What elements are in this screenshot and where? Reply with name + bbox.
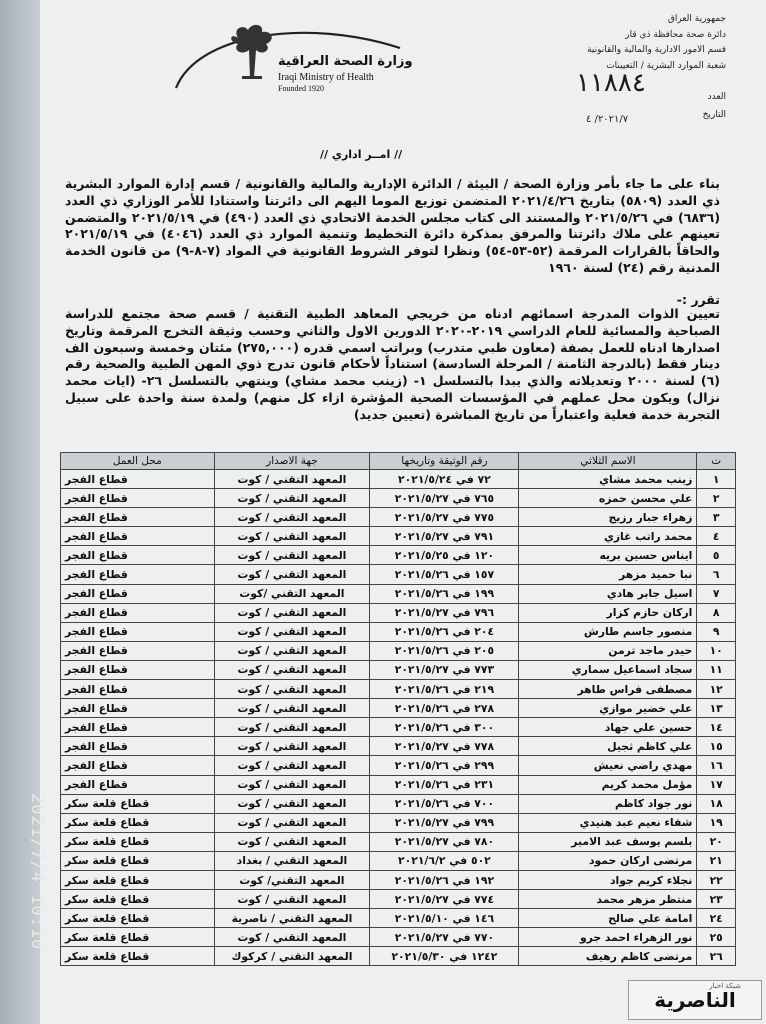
- table-row: [61, 851, 736, 870]
- cell-workplace: قطاع الفجر: [61, 699, 215, 718]
- watermark-small: شبكة اخبار: [709, 982, 741, 990]
- cell-issuer: المعهد التقني / كوت: [214, 890, 370, 909]
- photo-timestamp: [22, 795, 52, 995]
- cell-document: ٧٧٠ في ٢٠٢١/٥/٢٧: [370, 928, 519, 947]
- cell-name: مصطفى فراس طاهر: [519, 680, 697, 699]
- cell-seq: ٢٠: [697, 832, 736, 851]
- cell-name: نبا حميد مزهر: [519, 565, 697, 584]
- table-row: [61, 870, 736, 889]
- cell-name: علي كاظم ثجيل: [519, 737, 697, 756]
- cell-name: مهدي راضي نعيش: [519, 756, 697, 775]
- cell-seq: ١٩: [697, 813, 736, 832]
- table-row: [61, 565, 736, 584]
- cell-document: ١٢٤٢ في ٢٠٢١/٥/٣٠: [370, 947, 519, 966]
- cell-document: ٧٦٥ في ٢٠٢١/٥/٢٧: [370, 489, 519, 508]
- cell-issuer: المعهد التقني / كوت: [214, 794, 370, 813]
- document-date: ٢٠٢١/٧/ ٤: [586, 114, 629, 125]
- letterhead-line: قسم الامور الادارية والمالية والقانونية: [587, 45, 726, 55]
- cell-issuer: المعهد التقني / كوت: [214, 737, 370, 756]
- cell-issuer: المعهد التقني / كوت: [214, 489, 370, 508]
- cell-workplace: قطاع الفجر: [61, 584, 215, 603]
- cell-document: ١٩٢ في ٢٠٢١/٥/٢٦: [370, 870, 519, 889]
- paragraph-decision: تعيين الذوات المدرجة اسمائهم ادناه من خريجي المعاهد الطبية التقنية / قسم صحة مجتمع للدراسة الصباحية والمسائية للعام الدراسي ٢٠١٩-٢٠٢٠ الدورين الاول والثاني وحسب وثيقة التخرج المرقمة وتاريخ اصدارها ادناه للعمل بصفة (معاون طبي متدرب) وبراتب اسمي قدره (٢٧٥,٠٠٠) مئتان وخمسة وسبعون الف دينار فقط (بالدرجة الثامنة / المرحلة السادسة) استناداً لأحكام قانون تدرج ذوي المهن الطبية والصحية رقم (٦) لسنة ٢٠٠٠ وتعديلاته والذي يبدا بالتسلسل ١- (زينب محمد مشاي) وينتهي بالتسلسل ٢٦- (ايات محمد نزال) ويكون محل عملهم في المؤسسات الصحية المؤشرة ازاء كل منهم) ولمدة سنة واحدة على سبيل التجربة خدمة فعلية واعتباراً من تاريخ المباشرة (تعيين جديد): [65, 306, 720, 422]
- ministry-logo: [168, 18, 413, 110]
- table-row: [61, 584, 736, 603]
- table-row: [61, 756, 736, 775]
- table-row: [61, 947, 736, 966]
- cell-seq: ١: [697, 470, 736, 489]
- cell-document: ٧٧٥ في ٢٠٢١/٥/٢٧: [370, 508, 519, 527]
- table-row: [61, 794, 736, 813]
- cell-workplace: قطاع الفجر: [61, 737, 215, 756]
- table-row: [61, 508, 736, 527]
- cell-seq: ١٦: [697, 756, 736, 775]
- cell-workplace: قطاع الفجر: [61, 508, 215, 527]
- cell-seq: ١٤: [697, 718, 736, 737]
- watermark-text: الناصرية: [654, 988, 736, 1012]
- cell-name: علي خضير موازي: [519, 699, 697, 718]
- cell-document: ٥٠٢ في ٢٠٢١/٦/٢: [370, 851, 519, 870]
- cell-document: ٧٩٩ في ٢٠٢١/٥/٢٧: [370, 813, 519, 832]
- cell-document: ٧٧٣ في ٢٠٢١/٥/٢٧: [370, 660, 519, 679]
- cell-issuer: المعهد التقني / كوت: [214, 508, 370, 527]
- cell-workplace: قطاع قلعة سكر: [61, 947, 215, 966]
- table-row: [61, 622, 736, 641]
- cell-document: ٢٣١ في ٢٠٢١/٥/٢٦: [370, 775, 519, 794]
- cell-document: ٧٢ في ٢٠٢١/٥/٢٤: [370, 470, 519, 489]
- table-header-row: [61, 453, 736, 470]
- header-document: رقم الوثيقة وتاريخها: [370, 453, 519, 470]
- cell-workplace: قطاع الفجر: [61, 527, 215, 546]
- table-row: [61, 660, 736, 679]
- cell-name: منتظر مزهر محمد: [519, 890, 697, 909]
- cell-seq: ٧: [697, 584, 736, 603]
- cell-issuer: المعهد التقني / بغداد: [214, 851, 370, 870]
- cell-name: زينب محمد مشاي: [519, 470, 697, 489]
- letterhead: [576, 12, 726, 124]
- cell-name: منصور جاسم طارش: [519, 622, 697, 641]
- cell-name: بلسم يوسف عبد الامير: [519, 832, 697, 851]
- cell-workplace: قطاع الفجر: [61, 756, 215, 775]
- cell-name: حسين علي جهاد: [519, 718, 697, 737]
- table-row: [61, 909, 736, 928]
- cell-seq: ١٥: [697, 737, 736, 756]
- cell-name: امامة علي صالح: [519, 909, 697, 928]
- cell-document: ١٢٠ في ٢٠٢١/٥/٢٥: [370, 546, 519, 565]
- cell-issuer: المعهد التقني / كوت: [214, 641, 370, 660]
- cell-workplace: قطاع الفجر: [61, 546, 215, 565]
- cell-workplace: قطاع الفجر: [61, 565, 215, 584]
- cell-seq: ٢: [697, 489, 736, 508]
- cell-workplace: قطاع الفجر: [61, 718, 215, 737]
- cell-seq: ٥: [697, 546, 736, 565]
- cell-issuer: المعهد التقني / كوت: [214, 622, 370, 641]
- cell-workplace: قطاع الفجر: [61, 641, 215, 660]
- cell-document: ٧٠٠ في ٢٠٢١/٥/٢٦: [370, 794, 519, 813]
- cell-issuer: المعهد التقني / كوت: [214, 928, 370, 947]
- cell-seq: ٢١: [697, 851, 736, 870]
- table-row: [61, 928, 736, 947]
- cell-name: شفاء نعيم عبد هنيدي: [519, 813, 697, 832]
- cell-workplace: قطاع قلعة سكر: [61, 813, 215, 832]
- ministry-name-en: Iraqi Ministry of Health: [278, 72, 374, 83]
- ministry-name-ar: وزارة الصحة العراقية: [278, 54, 413, 69]
- cell-name: نجلاء كريم جواد: [519, 870, 697, 889]
- cell-name: نور جواد كاظم: [519, 794, 697, 813]
- cell-workplace: قطاع الفجر: [61, 489, 215, 508]
- cell-issuer: المعهد التقني/ كوت: [214, 870, 370, 889]
- cell-issuer: المعهد التقني / كوت: [214, 832, 370, 851]
- cell-seq: ٩: [697, 622, 736, 641]
- cell-workplace: قطاع الفجر: [61, 775, 215, 794]
- table-row: [61, 890, 736, 909]
- table-row: [61, 832, 736, 851]
- order-title: // امــر اداري //: [320, 148, 403, 161]
- table-row: [61, 489, 736, 508]
- cell-seq: ٢٤: [697, 909, 736, 928]
- cell-document: ٢١٩ في ٢٠٢١/٥/٢٦: [370, 680, 519, 699]
- cell-workplace: قطاع قلعة سكر: [61, 928, 215, 947]
- cell-seq: ١١: [697, 660, 736, 679]
- cell-workplace: قطاع قلعة سكر: [61, 794, 215, 813]
- cell-workplace: قطاع الفجر: [61, 660, 215, 679]
- cell-name: علي محسن حمزه: [519, 489, 697, 508]
- table-row: [61, 813, 736, 832]
- header-issuer: جهة الاصدار: [214, 453, 370, 470]
- cell-issuer: المعهد التقني / كوت: [214, 699, 370, 718]
- cell-seq: ٢٥: [697, 928, 736, 947]
- cell-seq: ١٣: [697, 699, 736, 718]
- photo-timestamp-text: 2021/7/4 10:10: [27, 793, 47, 951]
- cell-name: محمد راتب غازي: [519, 527, 697, 546]
- cell-issuer: المعهد التقني / كوت: [214, 718, 370, 737]
- cell-name: اسيل جابر هادي: [519, 584, 697, 603]
- cell-issuer: المعهد التقني /كوت: [214, 584, 370, 603]
- cell-document: ٧٧٤ في ٢٠٢١/٥/٢٧: [370, 890, 519, 909]
- number-row: [576, 68, 726, 108]
- news-watermark: [628, 980, 762, 1020]
- decision-label: تقرر :-: [676, 292, 720, 307]
- cell-document: ٧٩٦ في ٢٠٢١/٥/٢٧: [370, 603, 519, 622]
- cell-issuer: المعهد التقني / كركوك: [214, 947, 370, 966]
- cell-workplace: قطاع الفجر: [61, 470, 215, 489]
- table-row: [61, 775, 736, 794]
- cell-issuer: المعهد التقني / كوت: [214, 775, 370, 794]
- cell-issuer: المعهد التقني / كوت: [214, 470, 370, 489]
- cell-issuer: المعهد التقني / كوت: [214, 680, 370, 699]
- cell-workplace: قطاع الفجر: [61, 622, 215, 641]
- cell-seq: ٦: [697, 565, 736, 584]
- table-row: [61, 527, 736, 546]
- cell-workplace: قطاع قلعة سكر: [61, 870, 215, 889]
- letterhead-line: جمهورية العراق: [667, 14, 726, 24]
- table-row: [61, 718, 736, 737]
- cell-name: مرتضى اركان حمود: [519, 851, 697, 870]
- table-row: [61, 470, 736, 489]
- cell-name: اركان حازم كزار: [519, 603, 697, 622]
- cell-seq: ١٢: [697, 680, 736, 699]
- cell-name: زهراء جبار رزيج: [519, 508, 697, 527]
- cell-document: ٧٩١ في ٢٠٢١/٥/٢٧: [370, 527, 519, 546]
- header-seq: ت: [697, 453, 736, 470]
- table-row: [61, 641, 736, 660]
- cell-seq: ٣: [697, 508, 736, 527]
- cell-document: ١٥٧ في ٢٠٢١/٥/٢٦: [370, 565, 519, 584]
- cell-workplace: قطاع الفجر: [61, 680, 215, 699]
- cell-workplace: قطاع قلعة سكر: [61, 890, 215, 909]
- date-label: التاريخ: [702, 110, 726, 120]
- appointees-table: [60, 452, 736, 966]
- cell-seq: ٤: [697, 527, 736, 546]
- number-label: العدد: [707, 92, 726, 102]
- table-row: [61, 680, 736, 699]
- cell-issuer: المعهد التقني / كوت: [214, 603, 370, 622]
- table-row: [61, 699, 736, 718]
- cell-name: سجاد اسماعيل سماري: [519, 660, 697, 679]
- header-workplace: محل العمل: [61, 453, 215, 470]
- cell-seq: ٢٣: [697, 890, 736, 909]
- letterhead-line: دائرة صحة محافظة ذي قار: [625, 29, 726, 40]
- cell-issuer: المعهد التقني / كوت: [214, 546, 370, 565]
- cell-document: ٢٠٤ في ٢٠٢١/٥/٢٦: [370, 622, 519, 641]
- cell-document: ٢٩٩ في ٢٠٢١/٥/٢٦: [370, 756, 519, 775]
- cell-document: ١٩٩ في ٢٠٢١/٥/٢٦: [370, 584, 519, 603]
- cell-issuer: المعهد التقني / كوت: [214, 756, 370, 775]
- cell-workplace: قطاع قلعة سكر: [61, 832, 215, 851]
- cell-document: ٢٠٥ في ٢٠٢١/٥/٢٦: [370, 641, 519, 660]
- header-name: الاسم الثلاثي: [519, 453, 697, 470]
- cell-issuer: المعهد التقني / كوت: [214, 660, 370, 679]
- cell-workplace: قطاع قلعة سكر: [61, 909, 215, 928]
- cell-name: مؤمل محمد كريم: [519, 775, 697, 794]
- cell-workplace: قطاع الفجر: [61, 603, 215, 622]
- cell-seq: ٢٢: [697, 870, 736, 889]
- cell-document: ٢٧٨ في ٢٠٢١/٥/٢٦: [370, 699, 519, 718]
- table-row: [61, 546, 736, 565]
- cell-seq: ١٧: [697, 775, 736, 794]
- date-row: [576, 108, 726, 124]
- cell-seq: ٨: [697, 603, 736, 622]
- cell-seq: ١٠: [697, 641, 736, 660]
- ministry-founded: Founded 1920: [278, 84, 324, 93]
- cell-issuer: المعهد التقني / كوت: [214, 527, 370, 546]
- cell-document: ٧٨٠ في ٢٠٢١/٥/٢٧: [370, 832, 519, 851]
- cell-document: ٣٠٠ في ٢٠٢١/٥/٢٦: [370, 718, 519, 737]
- cell-issuer: المعهد التقني / كوت: [214, 813, 370, 832]
- cell-seq: ٢٦: [697, 947, 736, 966]
- document-number: ١١٨٨٤: [576, 68, 646, 98]
- cell-name: نور الزهراء احمد جرو: [519, 928, 697, 947]
- cell-seq: ١٨: [697, 794, 736, 813]
- cell-issuer: المعهد التقني / ناصرية: [214, 909, 370, 928]
- cell-document: ٧٧٨ في ٢٠٢١/٥/٢٧: [370, 737, 519, 756]
- letterhead-line: شعبة الموارد البشرية / التعيينات: [606, 60, 726, 71]
- cell-workplace: قطاع قلعة سكر: [61, 851, 215, 870]
- table-row: [61, 737, 736, 756]
- cell-document: ١٤٦ في ٢٠٢١/٥/١٠: [370, 909, 519, 928]
- table-row: [61, 603, 736, 622]
- cell-name: مرتضى كاظم رهيف: [519, 947, 697, 966]
- cell-name: ايناس حسين بريه: [519, 546, 697, 565]
- cell-name: حيدر ماجد ترمن: [519, 641, 697, 660]
- paragraph-preamble: بناء على ما جاء بأمر وزارة الصحة / البيئة / الدائرة الإدارية والمالية والقانونية / قسم إدارة الموارد البشرية ذي العدد (٥٨٠٩) بتاريخ ٢٠٢١/٤/٢٦ المتضمن توزيع الموما اليهم الى دائرتنا واستنادا للأمر الوزاري ذي العدد (٦٨٣٦) في ٢٠٢١/٥/٢٦ والمستند الى كتاب مجلس الخدمة الاتحادي ذي العدد (٤٩٠) في ٢٠٢١/٥/١٩ والمتضمن تعينهم على ملاك دائرتنا والمرفق بمذكرة دائرة التخطيط وتنمية الموارد ذي العدد (٤٠٤٦) في ٢٠٢١/٥/١٩ والحاقاً بالقرارات المرقمة (٥٢-٥٣-٥٤) ونظرا لتوفر الشروط القانونية في المواد (٧-٨-٩) من قانون الخدمة المدنية رقم (٢٤) لسنة ١٩٦٠: [65, 176, 721, 275]
- cell-issuer: المعهد التقني / كوت: [214, 565, 370, 584]
